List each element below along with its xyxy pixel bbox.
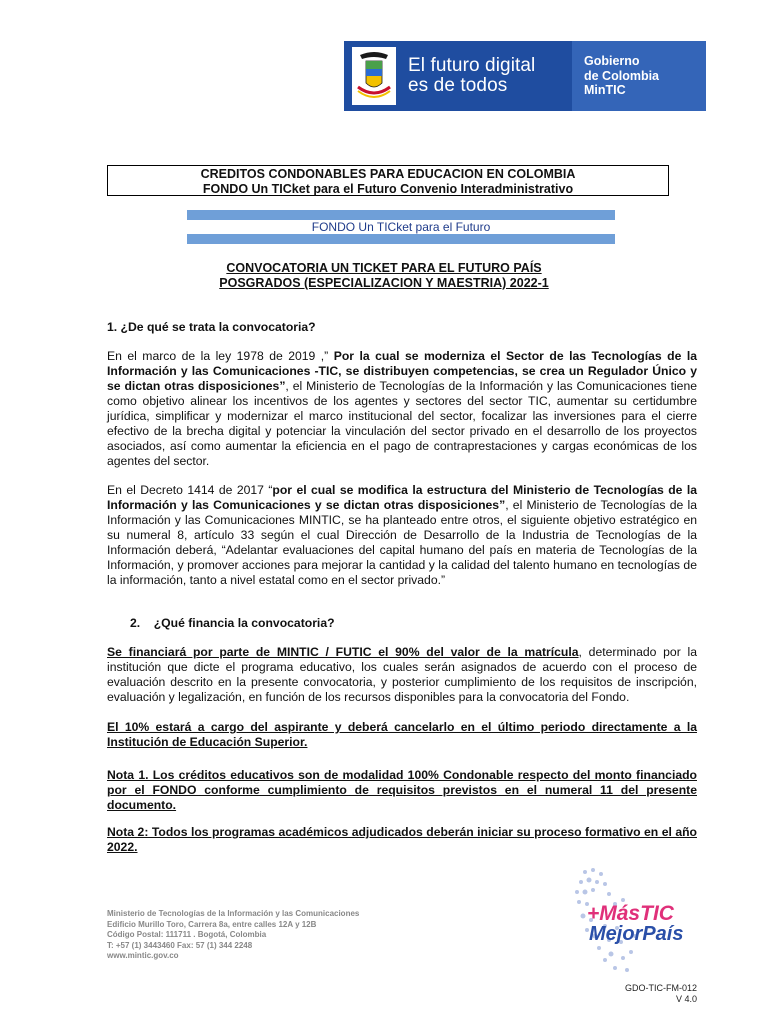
slogan-line-1: El futuro digital bbox=[408, 55, 536, 76]
s1p1-law-title: Por la cual se moderniza el Sector de las Tecnologías de la Información y las Comunicaciones -TIC, se distribuyen competencias, se crea un Regulador Único y se dictan otras disposiciones” bbox=[107, 349, 697, 393]
section-1-paragraph-2 bbox=[107, 483, 697, 588]
slogan bbox=[408, 56, 535, 96]
mastic-mejorpais-logo bbox=[565, 860, 705, 980]
footer-line-4: T: +57 (1) 3443460 Fax: 57 (1) 344 2248 bbox=[107, 940, 253, 950]
document-code bbox=[625, 983, 697, 1004]
s1p2-intro: En el Decreto 1414 de 2017 “ bbox=[107, 483, 273, 497]
footer-line-3: Código Postal: 111711 . Bogotá, Colombia bbox=[107, 930, 267, 939]
colombia-coat-of-arms-icon bbox=[352, 47, 396, 105]
band-stripe-bottom bbox=[187, 234, 615, 244]
header-banner bbox=[344, 41, 706, 111]
s1p1-body: , el Ministerio de Tecnologías de la Información y las Comunicaciones tiene como objetivo alinear los incentivos de los agentes y sectores del sector TIC, aumentar su certidumbre jurídica, simplificar y modernizar el marco institucional del sector, focalizar las inversiones para el cierre efectivo de la brecha digital y potenciar la vinculación del sector privado en el desarrollo de los proyectos asociados, así como aumentar la eficiencia en el pago de contraprestaciones y cargas económicas de los agentes del sector. bbox=[107, 379, 697, 468]
fondo-band bbox=[187, 210, 615, 244]
band-stripe-top bbox=[187, 210, 615, 220]
section-2-paragraph-1 bbox=[107, 645, 697, 705]
nota-2: Nota 2: Todos los programas académicos adjudicados deberán iniciar su proceso formativo en el año 2022. bbox=[107, 825, 697, 854]
section-2-nota-2 bbox=[107, 825, 697, 855]
code-line-2: V 4.0 bbox=[675, 993, 697, 1004]
title-line-2: FONDO Un TICket para el Futuro Convenio Interadministrativo bbox=[202, 181, 574, 196]
section-1-heading: 1. ¿De qué se trata la convocatoria? bbox=[107, 320, 316, 334]
gov-line-2: de Colombia bbox=[584, 68, 660, 83]
convocatoria-title bbox=[0, 261, 768, 291]
s1p1-intro: En el marco de la ley 1978 de 2019 ,” bbox=[107, 349, 334, 363]
gobierno-mintic-block bbox=[572, 41, 706, 111]
convocatoria-line-2: POSGRADOS (ESPECIALIZACION Y MAESTRIA) 2022-1 bbox=[219, 276, 549, 290]
logo-mastic-text: +MásTIC bbox=[587, 902, 674, 925]
s2p1-body: , determinado por la institución que dicte el programa educativo, los cuales serán asignados de acuerdo con el proceso de evaluación descrito en la presente convocatoria, y posterior cumplimiento de los requisitos de inscripción, evaluación y legalización, en función de los recursos disponibles para la convocatoria del Fondo. bbox=[107, 645, 697, 704]
s2p1-financing: Se financiará por parte de MINTIC / FUTIC el 90% del valor de la matrícula bbox=[107, 645, 579, 659]
section-2-paragraph-2 bbox=[107, 720, 697, 750]
section-2-heading: ¿Qué financia la convocatoria? bbox=[153, 616, 335, 630]
section-2-nota-1 bbox=[107, 768, 697, 813]
section-2-number: 2. bbox=[130, 616, 141, 630]
logo-mejorpais-text: MejorPaís bbox=[589, 923, 684, 945]
gov-line-1: Gobierno bbox=[584, 54, 640, 69]
section-2-heading-wrap bbox=[130, 616, 690, 631]
code-line-1: GDO-TIC-FM-012 bbox=[625, 983, 697, 993]
slogan-line-2: es de todos bbox=[408, 75, 508, 96]
nota-1: Nota 1. Los créditos educativos son de modalidad 100% Condonable respecto del monto financiado por el FONDO conforme cumplimiento de requisitos previstos en el numeral 11 del presente documento. bbox=[107, 768, 697, 812]
s2p2-ten-percent: El 10% estará a cargo del aspirante y deberá cancelarlo en el último periodo directamente a la Institución de Educación Superior. bbox=[107, 720, 697, 749]
footer-line-5: www.mintic.gov.co bbox=[107, 951, 179, 960]
document-title-box bbox=[107, 165, 669, 196]
s1p2-body: , el Ministerio de Tecnologías de la Información y las Comunicaciones MINTIC, se ha planteado entre otros, el siguiente objetivo estratégico en su numeral 8, artículo 33 según el cual Dirección de Desarrollo de la Industria de Tecnologías de la Información deberá, “Adelantar evaluaciones del capital humano del país en materia de Tecnologías de la Información, y promover acciones para mejorar la cantidad y la calidad del talento humano en tecnologías de la información, tanto a nivel estatal como en el sector privado.” bbox=[107, 498, 697, 587]
banner-slogan-block bbox=[344, 41, 572, 111]
gov-line-3: MinTIC bbox=[584, 83, 626, 98]
section-1-heading-wrap bbox=[107, 320, 697, 335]
footer-line-2: Edificio Murillo Toro, Carrera 8a, entre calles 12A y 12B bbox=[107, 919, 317, 929]
s1p2-decree-title: por el cual se modifica la estructura del Ministerio de Tecnologías de la Información y las Comunicaciones y se dictan otras disposiciones” bbox=[107, 483, 697, 512]
band-label: FONDO Un TICket para el Futuro bbox=[311, 220, 491, 234]
convocatoria-line-1: CONVOCATORIA UN TICKET PARA EL FUTURO PAÍS bbox=[226, 261, 542, 275]
section-1-paragraph-1 bbox=[107, 349, 697, 469]
footer-address bbox=[107, 909, 359, 962]
footer-line-1: Ministerio de Tecnologías de la Información y las Comunicaciones bbox=[107, 909, 360, 918]
title-line-1: CREDITOS CONDONABLES PARA EDUCACION EN COLOMBIA bbox=[200, 167, 576, 181]
